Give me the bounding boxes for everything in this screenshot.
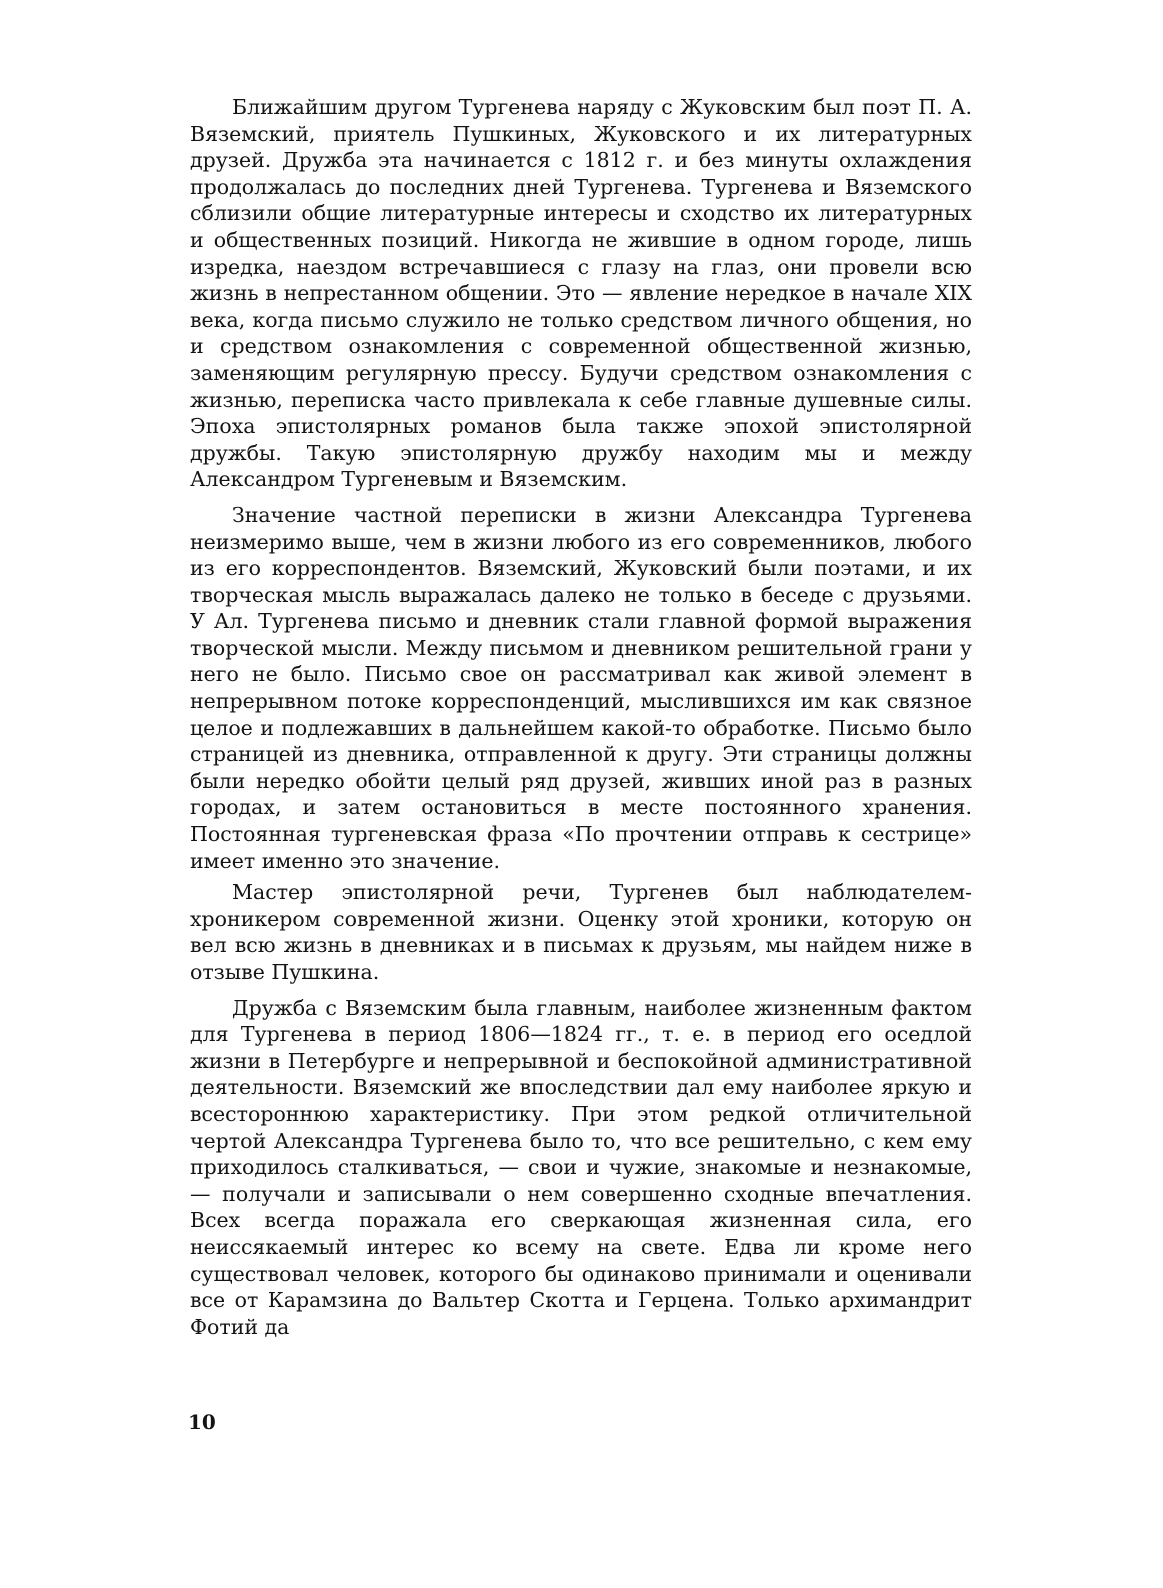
paragraph-1: Ближайшим другом Тургенева наряду с Жуковским был поэт П. А. Вяземский, приятель Пушкиных, Жуковского и их литературных друзей. Дружба эта начинается с 1812 г. и без минуты охлаждения продолжалась до последних дней Тургенева. Тургенева и Вяземского сблизили общие литературные интересы и сходство их литературных и общественных позиций. Никогда не жившие в одном городе, лишь изредка, наездом встречавшиеся с глазу на глаз, они провели всю жизнь в непрестанном общении. Это — явление нередкое в начале XIX века, когда письмо служило не только средством личного общения, но и средством ознакомления с современной общественной жизнью, заменяющим регулярную прессу. Будучи средством ознакомления с жизнью, переписка часто привлекала к себе главные душевные силы. Эпоха эпистолярных романов была также эпохой эпистолярной дружбы. Такую эпистолярную дружбу находим мы и между Александром Тургеневым и Вяземским. [190,95,972,492]
paragraph-2: Значение частной переписки в жизни Александра Тургенева неизмеримо выше, чем в жизни любого из его современников, любого из его корреспондентов. Вяземский, Жуковский были поэтами, и их творческая мысль выражалась далеко не только в беседе с друзьями. У Ал. Тургенева письмо и дневник стали главной формой выражения творческой мысли. Между письмом и дневником решительной грани у него не было. Письмо свое он рассматривал как живой элемент в непрерывном потоке корреспонденций, мыслившихся им как связное целое и подлежавших в дальнейшем какой-то обработке. Письмо было страницей из дневника, отправленной к другу. Эти страницы должны были нередко обойти целый ряд друзей, живших иной раз в разных городах, и затем остановиться в месте постоянного хранения. Постоянная тургеневская фраза «По прочтении отправь к сестрице» имеет именно это значение. [190,502,972,873]
page-body [190,94,972,1340]
paragraph-3: Мастер эпистолярной речи, Тургенев был наблюдателем-хроникером современной жизни. Оценку этой хроники, которую он вел всю жизнь в дневниках и в письмах к друзьям, мы найдем ниже в отзыве Пушкина. [190,880,972,984]
page-number: 10 [188,1410,216,1434]
paragraph-4: Дружба с Вяземским была главным, наиболее жизненным фактом для Тургенева в период 1806—1824 гг., т. е. в период его оседлой жизни в Петербурге и непрерывной и беспокойной административной деятельности. Вяземский же впоследствии дал ему наиболее яркую и всестороннюю характеристику. При этом редкой отличительной чертой Александра Тургенева было то, что все решительно, с кем ему приходилось сталкиваться, — свои и чужие, знакомые и незнакомые, — получали и записывали о нем совершенно сходные впечатления. Всех всегда поражала его сверкающая жизненная сила, его неиссякаемый интерес ко всему на свете. Едва ли кроме него существовал человек, которого бы одинаково принимали и оценивали все от Карамзина до Вальтер Скотта и Герцена. Только архимандрит Фотий да [190,995,972,1339]
